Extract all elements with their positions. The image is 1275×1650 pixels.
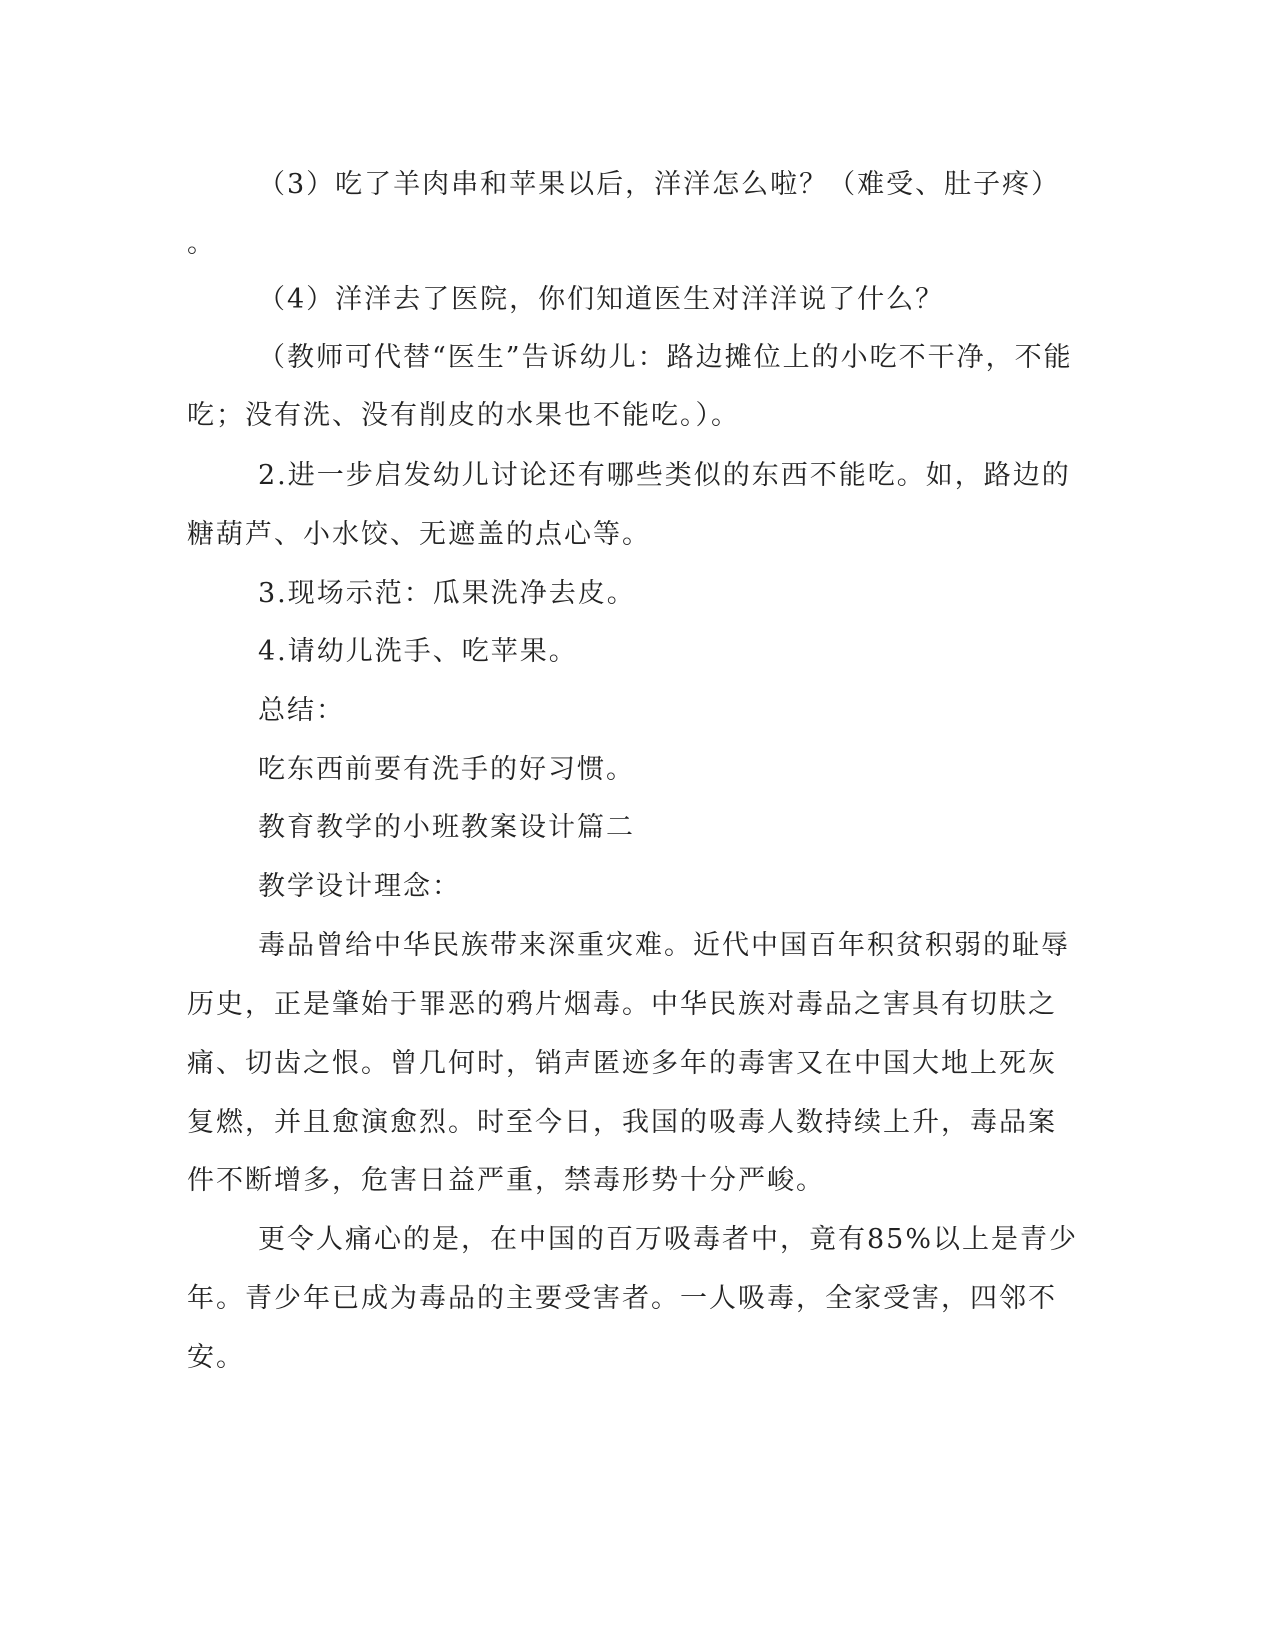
summary-heading: 总结：: [258, 695, 345, 726]
paragraph-1-line-4: 复燃，并且愈演愈烈。时至今日，我国的吸毒人数持续上升，毒品案: [187, 1107, 1057, 1138]
step-3: 3.现场示范：瓜果洗净去皮。: [258, 578, 636, 609]
paragraph-2-line-2: 年。青少年已成为毒品的主要受害者。一人吸毒，全家受害，四邻不: [187, 1283, 1057, 1314]
step-2-line-1: 2.进一步启发幼儿讨论还有哪些类似的东西不能吃。如，路边的: [258, 460, 1071, 491]
paragraph-2-line-1: 更令人痛心的是，在中国的百万吸毒者中，竟有85%以上是青少: [258, 1224, 1079, 1255]
paragraph-1-line-2: 历史，正是肇始于罪恶的鸦片烟毒。中华民族对毒品之害具有切肤之: [187, 989, 1057, 1020]
step-4: 4.请幼儿洗手、吃苹果。: [258, 636, 578, 667]
paragraph-2-line-3: 安。: [187, 1342, 245, 1373]
list-item-4: （4）洋洋去了医院，你们知道医生对洋洋说了什么？: [258, 284, 945, 315]
paragraph-1-line-5: 件不断增多，危害日益严重，禁毒形势十分严峻。: [187, 1165, 825, 1196]
list-item-3-continuation: 。: [187, 228, 216, 259]
section-title: 教育教学的小班教案设计篇二: [258, 812, 635, 843]
summary-text: 吃东西前要有洗手的好习惯。: [258, 754, 635, 785]
paragraph-1-line-1: 毒品曾给中华民族带来深重灾难。近代中国百年积贫积弱的耻辱: [258, 930, 1070, 961]
design-concept-heading: 教学设计理念：: [258, 871, 461, 902]
paragraph-1-line-3: 痛、切齿之恨。曾几何时，销声匿迹多年的毒害又在中国大地上死灰: [187, 1048, 1057, 1079]
list-item-3: （3）吃了羊肉串和苹果以后，洋洋怎么啦？（难受、肚子疼）: [258, 169, 1061, 200]
step-2-line-2: 糖葫芦、小水饺、无遮盖的点心等。: [187, 519, 651, 550]
teacher-note-line-2: 吃；没有洗、没有削皮的水果也不能吃。）。: [187, 400, 740, 431]
teacher-note-line-1: （教师可代替“医生”告诉幼儿：路边摊位上的小吃不干净，不能: [258, 342, 1073, 373]
